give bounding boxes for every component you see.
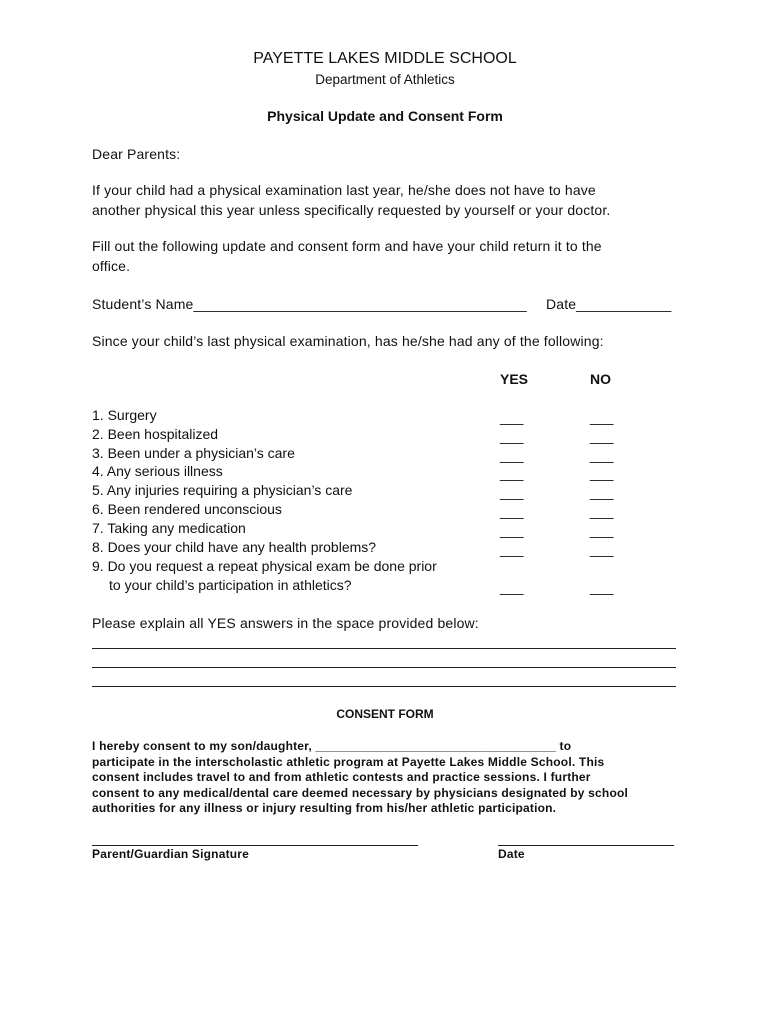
answer-blank-no[interactable]: ___	[590, 579, 614, 595]
answer-blank-no[interactable]: ___	[590, 447, 614, 463]
consent-line-5: authorities for any illness or injury resulting from his/her athletic participation.	[92, 801, 557, 815]
consent-line-4: consent to any medical/dental care deemed necessary by physicians designated by school	[92, 786, 629, 800]
paragraph-2-line-2: office.	[92, 258, 131, 274]
school-name: PAYETTE LAKES MIDDLE SCHOOL	[253, 50, 517, 67]
explain-instruction: Please explain all YES answers in the space provided below:	[92, 615, 479, 631]
consent-form-title: CONSENT FORM	[336, 707, 434, 721]
answer-blank-yes[interactable]: ___	[500, 447, 524, 463]
questionnaire-intro: Since your child’s last physical examination, has he/she had any of the following:	[92, 333, 604, 349]
question-3: 3. Been under a physician’s care	[92, 445, 295, 461]
answer-blank-no[interactable]: ___	[590, 409, 614, 425]
question-4: 4. Any serious illness	[92, 463, 223, 479]
consent-line-1[interactable]: I hereby consent to my son/daughter, ___________________________________ to	[92, 739, 572, 753]
explanation-line[interactable]	[92, 667, 676, 668]
student-name-field[interactable]: Student’s Name__________________________________________	[92, 296, 527, 312]
explanation-line[interactable]	[92, 686, 676, 687]
answer-blank-yes[interactable]: ___	[500, 503, 524, 519]
form-title: Physical Update and Consent Form	[267, 108, 503, 124]
answer-blank-yes[interactable]: ___	[500, 484, 524, 500]
yes-column-header: YES	[500, 371, 529, 387]
question-9: 9. Do you request a repeat physical exam be done prior	[92, 558, 437, 574]
question-9-continued: to your child’s participation in athletics?	[109, 577, 352, 593]
signature-date-line[interactable]	[498, 845, 674, 846]
question-8: 8. Does your child have any health problems?	[92, 539, 377, 555]
department-name: Department of Athletics	[315, 72, 455, 87]
no-column-header: NO	[590, 371, 611, 387]
answer-blank-yes[interactable]: ___	[500, 428, 524, 444]
consent-line-2: participate in the interscholastic athletic program at Payette Lakes Middle School. This	[92, 755, 605, 769]
answer-blank-no[interactable]: ___	[590, 465, 614, 481]
paragraph-2-line-1: Fill out the following update and consent form and have your child return it to the	[92, 238, 602, 254]
consent-line-3: consent includes travel to and from athletic contests and practice sessions. I further	[92, 770, 591, 784]
answer-blank-no[interactable]: ___	[590, 503, 614, 519]
paragraph-1-line-2: another physical this year unless specifically requested by yourself or your doctor.	[92, 202, 611, 218]
answer-blank-yes[interactable]: ___	[500, 409, 524, 425]
answer-blank-no[interactable]: ___	[590, 541, 614, 557]
question-5: 5. Any injuries requiring a physician’s care	[92, 482, 353, 498]
answer-blank-yes[interactable]: ___	[500, 522, 524, 538]
signature-line[interactable]	[92, 845, 418, 846]
greeting: Dear Parents:	[92, 146, 181, 162]
answer-blank-yes[interactable]: ___	[500, 579, 524, 595]
answer-blank-yes[interactable]: ___	[500, 541, 524, 557]
answer-blank-no[interactable]: ___	[590, 522, 614, 538]
explanation-line[interactable]	[92, 648, 676, 649]
question-2: 2. Been hospitalized	[92, 426, 219, 442]
answer-blank-no[interactable]: ___	[590, 484, 614, 500]
question-7: 7. Taking any medication	[92, 520, 246, 536]
paragraph-1-line-1: If your child had a physical examination last year, he/she does not have to have	[92, 182, 596, 198]
answer-blank-yes[interactable]: ___	[500, 465, 524, 481]
question-6: 6. Been rendered unconscious	[92, 501, 282, 517]
student-date-field[interactable]: Date____________	[546, 296, 672, 312]
signature-label: Parent/Guardian Signature	[92, 847, 250, 861]
question-1: 1. Surgery	[92, 407, 157, 423]
answer-blank-no[interactable]: ___	[590, 428, 614, 444]
signature-date-label: Date	[498, 847, 525, 861]
